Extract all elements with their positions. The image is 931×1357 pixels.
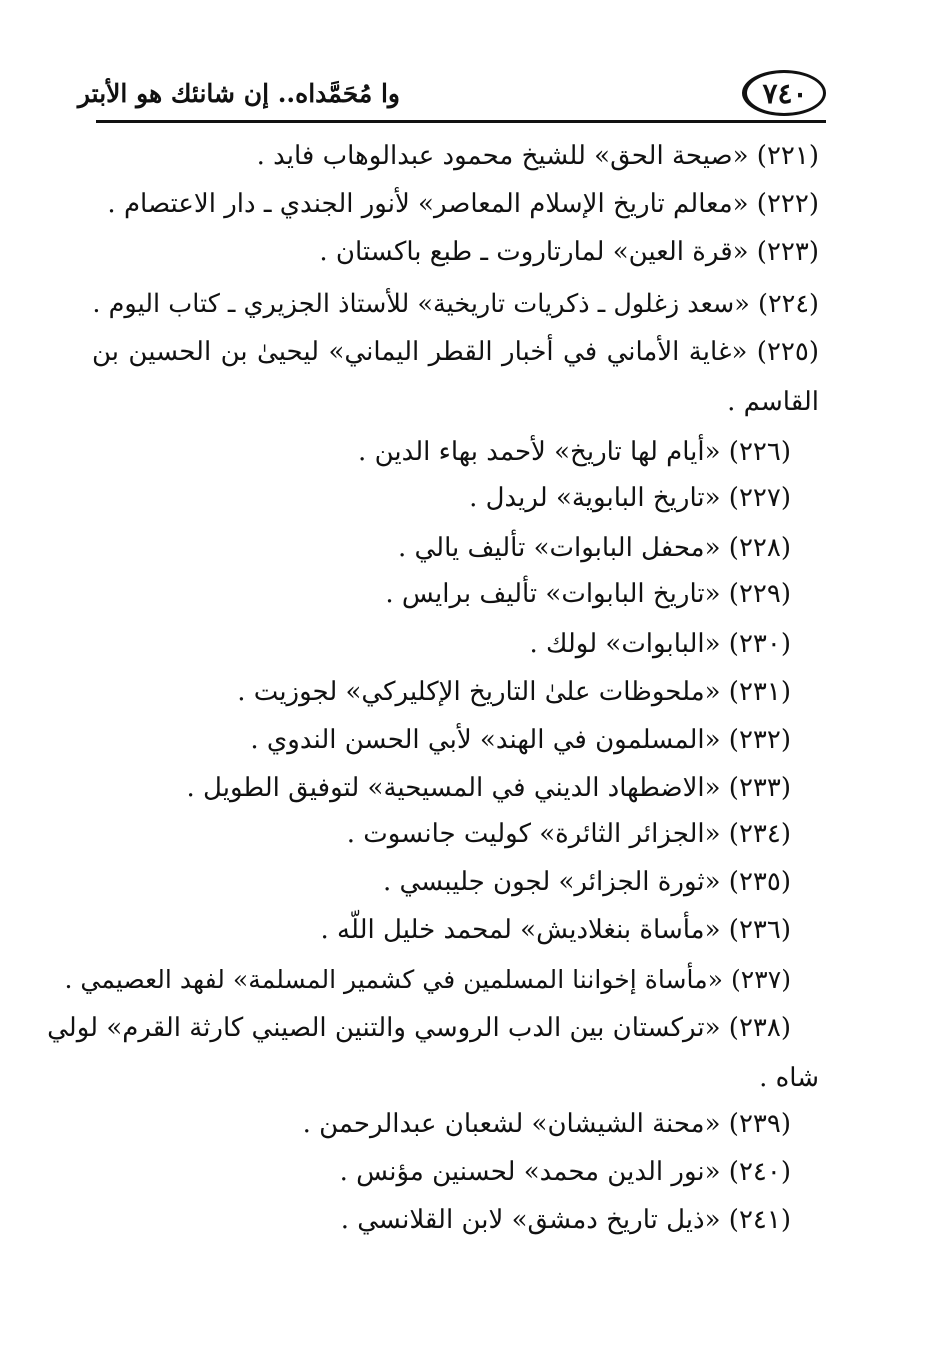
running-title: وا مُحَمَّداه.. إن شانئك هو الأبتر [77, 79, 400, 108]
bibliography-entry-236: (٢٣٦) «مأساة بنغلاديش» لمحمد خليل اللّه . [320, 915, 791, 945]
bibliography-entry-240: (٢٤٠) «نور الدين محمد» لحسنين مؤنس . [339, 1157, 791, 1187]
bibliography-entry-226: (٢٢٦) «أيام لها تاريخ» لأحمد بهاء الدين . [358, 437, 791, 467]
bibliography-entry-224: (٢٢٤) «سعد زغلول ـ ذكريات تاريخية» للأستاذ الجزيري ـ كتاب اليوم . [92, 289, 819, 319]
bibliography-entry-233: (٢٣٣) «الاضطهاد الديني في المسيحية» لتوفيق الطويل . [186, 773, 791, 803]
bibliography-entry-231: (٢٣١) «ملحوظات علىٰ التاريخ الإكليركي» لجوزيت . [237, 677, 791, 707]
bibliography-entry-238: (٢٣٨) «تركستان بين الدب الروسي والتنين الصيني كارثة القرم» لولي [47, 1013, 791, 1043]
bibliography-entry-225-continuation: القاسم . [727, 387, 819, 417]
bibliography-entry-237: (٢٣٧) «مأساة إخواننا المسلمين في كشمير المسلمة» لفهد العصيمي . [64, 965, 791, 994]
page-number: ٧٤٠ [742, 70, 826, 116]
bibliography-entry-241: (٢٤١) «ذيل تاريخ دمشق» لابن القلانسي . [340, 1205, 791, 1235]
bibliography-entry-222: (٢٢٢) «معالم تاريخ الإسلام المعاصر» لأنور الجندي ـ دار الاعتصام . [107, 189, 819, 219]
bibliography-entry-235: (٢٣٥) «ثورة الجزائر» لجون جليبسي . [382, 867, 791, 897]
bibliography-entry-221: (٢٢١) «صيحة الحق» للشيخ محمود عبدالوهاب فايد . [256, 141, 819, 171]
bibliography-entry-223: (٢٢٣) «قرة العين» لمارتاروت ـ طبع باكستان . [319, 237, 819, 267]
bibliography-entry-228: (٢٢٨) «محفل البابوات» تأليف يالي . [397, 533, 791, 563]
bibliography-entry-230: (٢٣٠) «البابوات» لولك . [529, 629, 791, 659]
bibliography-entry-238-continuation: شاه . [759, 1063, 819, 1093]
bibliography-entry-234: (٢٣٤) «الجزائر الثائرة» كوليت جانسوت . [346, 819, 791, 849]
bibliography-entry-239: (٢٣٩) «محنة الشيشان» لشعبان عبدالرحمن . [302, 1109, 791, 1139]
bibliography-entry-232: (٢٣٢) «المسلمون في الهند» لأبي الحسن الندوي . [250, 725, 791, 755]
bibliography-entry-229: (٢٢٩) «تاريخ البابوات» تأليف برايس . [385, 579, 791, 609]
bibliography-entry-225: (٢٢٥) «غاية الأماني في أخبار القطر اليماني» ليحيىٰ بن الحسين بن [92, 337, 819, 367]
bibliography-entry-227: (٢٢٧) «تاريخ البابوية» لريدل . [469, 483, 791, 513]
